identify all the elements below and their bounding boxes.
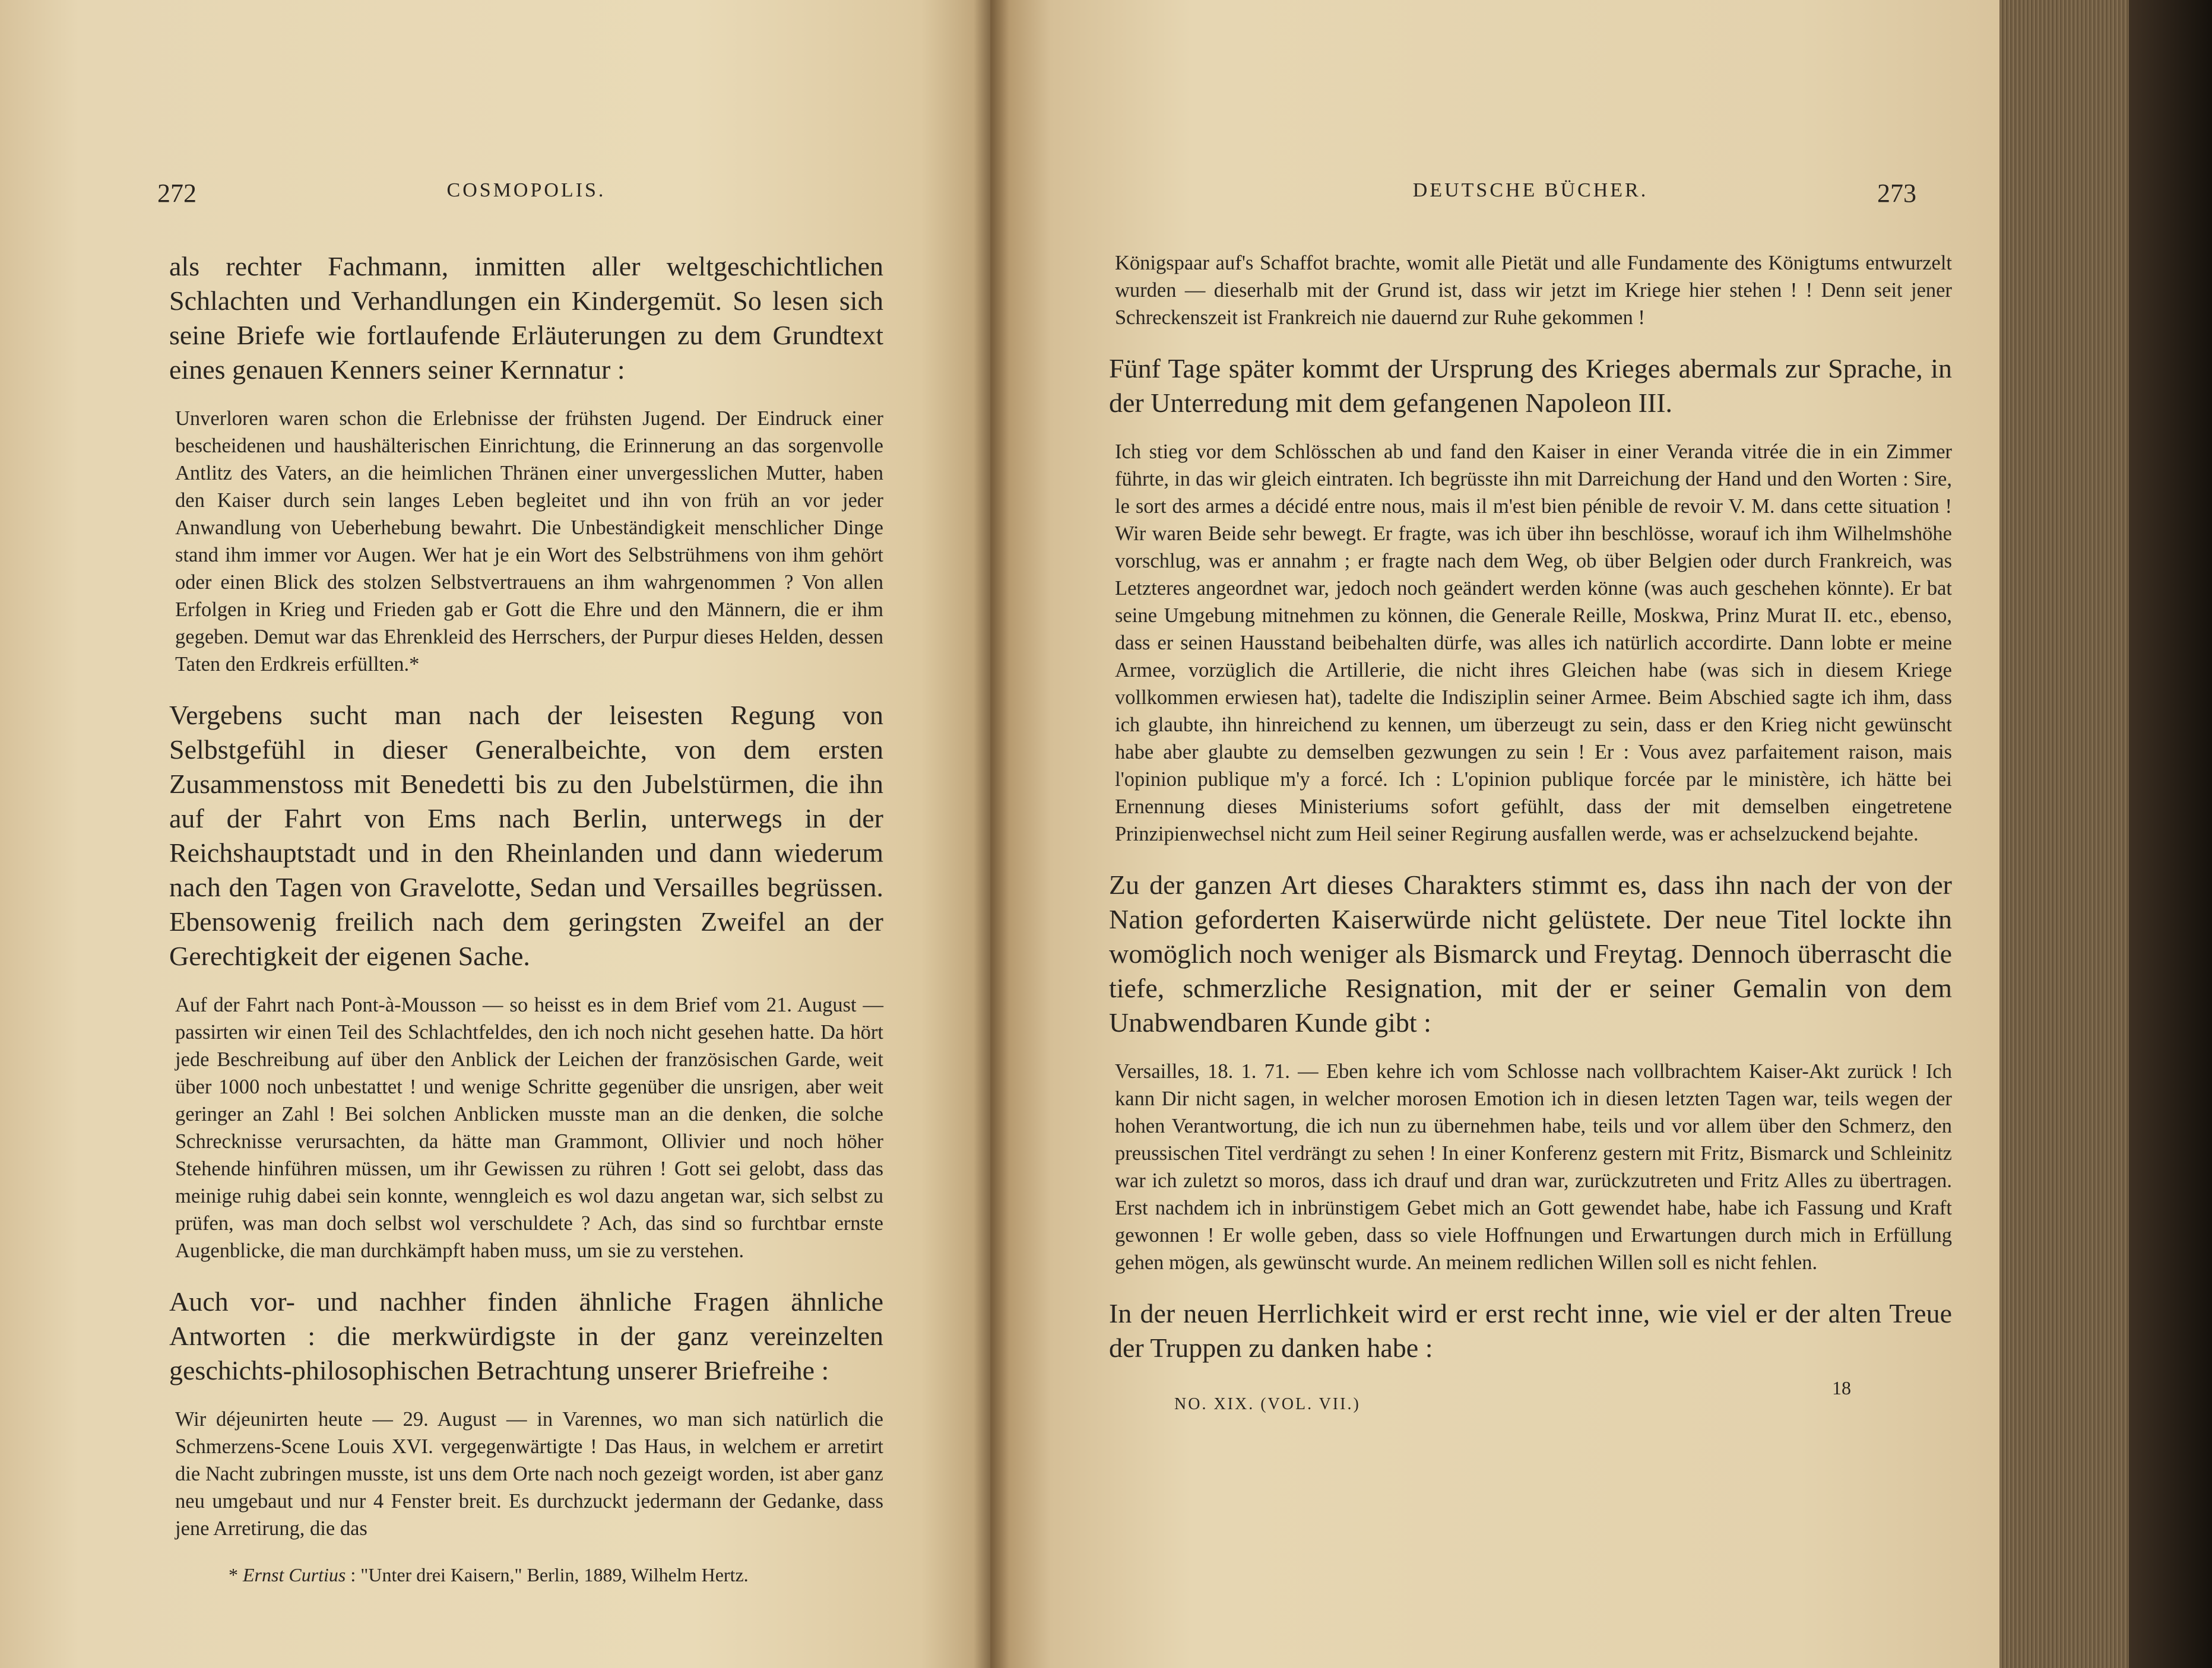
- running-head-right: [1109, 178, 1952, 226]
- gathering-number: 18: [1832, 1377, 1851, 1399]
- body-paragraph: als rechter Fachmann, inmitten aller weltgeschichtlichen Schlachten und Verhandlungen ein Kindergemüt. So lesen sich seine Briefe wie fortlaufende Erläuterungen zu dem Grundtext eines genauen Kenners seiner Kernnatur :: [169, 251, 883, 385]
- quoted-passage: Auf der Fahrt nach Pont-à-Mousson — so heisst es in dem Brief vom 21. August — passirten wir einen Teil des Schlachtfeldes, den ich noch nicht gesehen hatte. Da hört jede Beschreibung auf über den Anblick der Leichen der französischen Garde, weit über 1000 noch unbestattet ! und wenige Schritte gegenüber die unsrigen, aber weit geringer an Zahl ! Bei solchen Anblicken musste man an die denken, die solche Schrecknisse verursachten, da hätte man Grammont, Ollivier und noch höher Stehende hinführen müssen, um ihr Gewissen zu rühren ! Gott sei gelobt, dass das meinige ruhig dabei sein konnte, wenngleich es wol dazu angetan war, sich selbst zu prüfen, was man doch selbst wol verschuldete ? Ach, das sind so furchtbar ernste Augenblicke, die man durchkämpft haben muss, um sie zu verstehen.: [175, 994, 883, 1262]
- quoted-passage: Wir déjeunirten heute — 29. August — in Varennes, wo man sich natürlich die Schmerzens-Scene Louis XVI. vergegenwärtigte ! Das Haus, in welchem er arretirt die Nacht zubringen musste, ist uns dem Orte nach noch gezeigt worden, ist aber ganz neu umgebaut und nur 4 Fenster breit. Es durchzuckt jedermann der Gedanke, dass jene Arretirung, die das: [175, 1408, 883, 1540]
- running-head-left: [157, 178, 883, 226]
- quoted-passage: Ich stieg vor dem Schlösschen ab und fand den Kaiser in einer Veranda vitrée die in ein Zimmer führte, in das wir gleich eintraten. Ich begrüsste ihn mit Darreichung der Hand und den Worten : Sire, le sort des armes a décidé entre nous, mais il m'est bien pénible de revoir V. M. dans cette situation ! Wir waren Beide sehr bewegt. Er fragte, was ich über ihn beschlösse, worauf ich ihm Wilhelmshöhe vorschlug, was er annahm ; er fragte nach dem Weg, ob über Belgien oder durch Frankreich, was Letzteres angeordnet war, jedoch noch geändert werden könne (was auch geschehen könnte). Er bat seine Umgebung mitnehmen zu können, die Generale Reille, Moskwa, Prinz Murat II. etc., ebenso, dass er seinen Hausstand beibehalten dürfe, was alles ich natürlich accordirte. Dann lobte er meine Armee, vorzüglich die Artillerie, die nicht ihres Gleichen habe (was sich in diesem Kriege vollkommen erwiesen hat), tadelte die Indisziplin seiner Armee. Beim Abschied sagte ich ihm, dass ich glaubte, ihn hinreichend zu kennen, um überzeugt zu sein, dass er den Krieg nicht gewünscht habe aber glaubte zu demselben gezwungen zu sein ! Er : Vous avez parfaitement raison, mais l'opinion publique m'y a forcé. Ich : L'opinion publique forcée par le ministère, ich hätte bei Ernennung dieses Ministeriums sofort gefühlt, dass der mit demselben eingetretene Prinzipienwechsel nicht zum Heil seiner Regirung ausfallen werde, was er achselzuckend bejahte.: [1115, 440, 1952, 845]
- body-paragraph: In der neuen Herrlichkeit wird er erst recht inne, wie viel er der alten Treue der Truppen zu danken habe :: [1109, 1298, 1952, 1363]
- footnote: [169, 1562, 883, 1587]
- running-title-right: DEUTSCHE BÜCHER.: [1412, 179, 1649, 201]
- body-paragraph: Auch vor- und nachher finden ähnliche Fragen ähnliche Antworten : die merkwürdigste in der ganz vereinzelten geschichts-philosophischen Betrachtung unserer Briefreihe :: [169, 1286, 883, 1385]
- running-title-left: COSMOPOLIS.: [446, 179, 606, 201]
- footnote-author: Ernst Curtius: [243, 1564, 346, 1585]
- quoted-passage: Versailles, 18. 1. 71. — Eben kehre ich vom Schlosse nach vollbrachtem Kaiser-Akt zurück ! Ich kann Dir nicht sagen, in welcher morosen Emotion ich in diesen letzten Tagen war, teils wegen der hohen Verantwortung, die ich nun zu übernehmen habe, teils und vor allem über den Schmerz, den preussischen Titel verdrängt zu sehen ! In einer Konferenz gestern mit Fritz, Bismarck und Schleinitz war ich zuletzt so moros, dass ich drauf und dran war, zurückzutreten und Fritz Alles zu übertragen. Erst nachdem ich in inbrünstigem Gebet mich an Gott gewendet habe, habe ich Fassung und Kraft gewonnen ! Er wolle geben, dass so viele Hoffnungen und Erwartungen durch mich in Erfüllung gehen mögen, als gewünscht wurde. An meinem redlichen Willen soll es nicht fehlen.: [1115, 1060, 1952, 1274]
- body-paragraph: Vergebens sucht man nach der leisesten Regung von Selbstgefühl in dieser Generalbeichte, von dem ersten Zusammenstoss mit Benedetti bis zu den Jubelstürmen, die ihn auf der Fahrt von Ems nach Berlin, unterwegs in der Reichshauptstadt und in den Rheinlanden und dann wiederum nach den Tagen von Gravelotte, Sedan und Versailles begrüssen. Ebensowenig freilich nach dem geringsten Zweifel an der Gerechtigkeit der eigenen Sache.: [169, 700, 883, 971]
- page-number-right: 273: [1877, 179, 1916, 208]
- left-page: [0, 0, 990, 1668]
- volume-signature: NO. XIX. (VOL. VII.): [1174, 1395, 1361, 1413]
- body-paragraph: Zu der ganzen Art dieses Charakters stimmt es, dass ihn nach der von der Nation geforderten Kaiserwürde nicht gelüstete. Der neue Titel lockte ihn womöglich noch weniger als Bismarck und Freytag. Dennoch überrascht die tiefe, schmerzliche Resignation, mit der er seiner Gemalin von dem Unabwendbaren Kunde gibt :: [1109, 870, 1952, 1038]
- page-number-left: 272: [157, 179, 197, 208]
- right-page: [990, 0, 1999, 1668]
- body-paragraph: Fünf Tage später kommt der Ursprung des Krieges abermals zur Sprache, in der Unterredung mit dem gefangenen Napoleon III.: [1109, 353, 1952, 418]
- quoted-passage: Königspaar auf's Schaffot brachte, womit alle Pietät und alle Fundamente des Königtums entwurzelt wurden — dieserhalb mit der Grund ist, dass wir jetzt im Kriege hier stehen ! ! Denn seit jener Schreckenszeit ist Frankreich nie dauernd zur Ruhe gekommen !: [1115, 252, 1952, 329]
- quoted-passage: Unverloren waren schon die Erlebnisse der frühsten Jugend. Der Eindruck einer bescheidenen und haushälterischen Einrichtung, die Erinnerung an das sorgenvolle Antlitz des Vaters, an die heimlichen Thränen einer unvergesslichen Mutter, haben den Kaiser durch sein langes Leben begleitet und ihn von früh an vor jeder Anwandlung von Ueberhebung bewahrt. Die Unbeständigkeit menschlicher Dinge stand ihm immer vor Augen. Wer hat je ein Wort des Selbstrühmens von ihm gehört oder einen Blick des stolzen Selbstvertrauens an ihm wahrgenommen ? Von allen Erfolgen in Krieg und Frieden gab er Gott die Ehre und den Männern, die er ihm gegeben. Demut war das Ehrenkleid des Herrschers, der Purpur dieses Helden, dessen Taten den Erdkreis erfüllten.*: [175, 407, 883, 676]
- page-block-edge: [1999, 0, 2212, 1668]
- footnote-marker: *: [229, 1564, 238, 1585]
- book-gutter: [974, 0, 1009, 1668]
- footnote-text: : "Unter drei Kaisern," Berlin, 1889, Wilhelm Hertz.: [350, 1564, 749, 1585]
- signature-line: [1109, 1377, 1952, 1419]
